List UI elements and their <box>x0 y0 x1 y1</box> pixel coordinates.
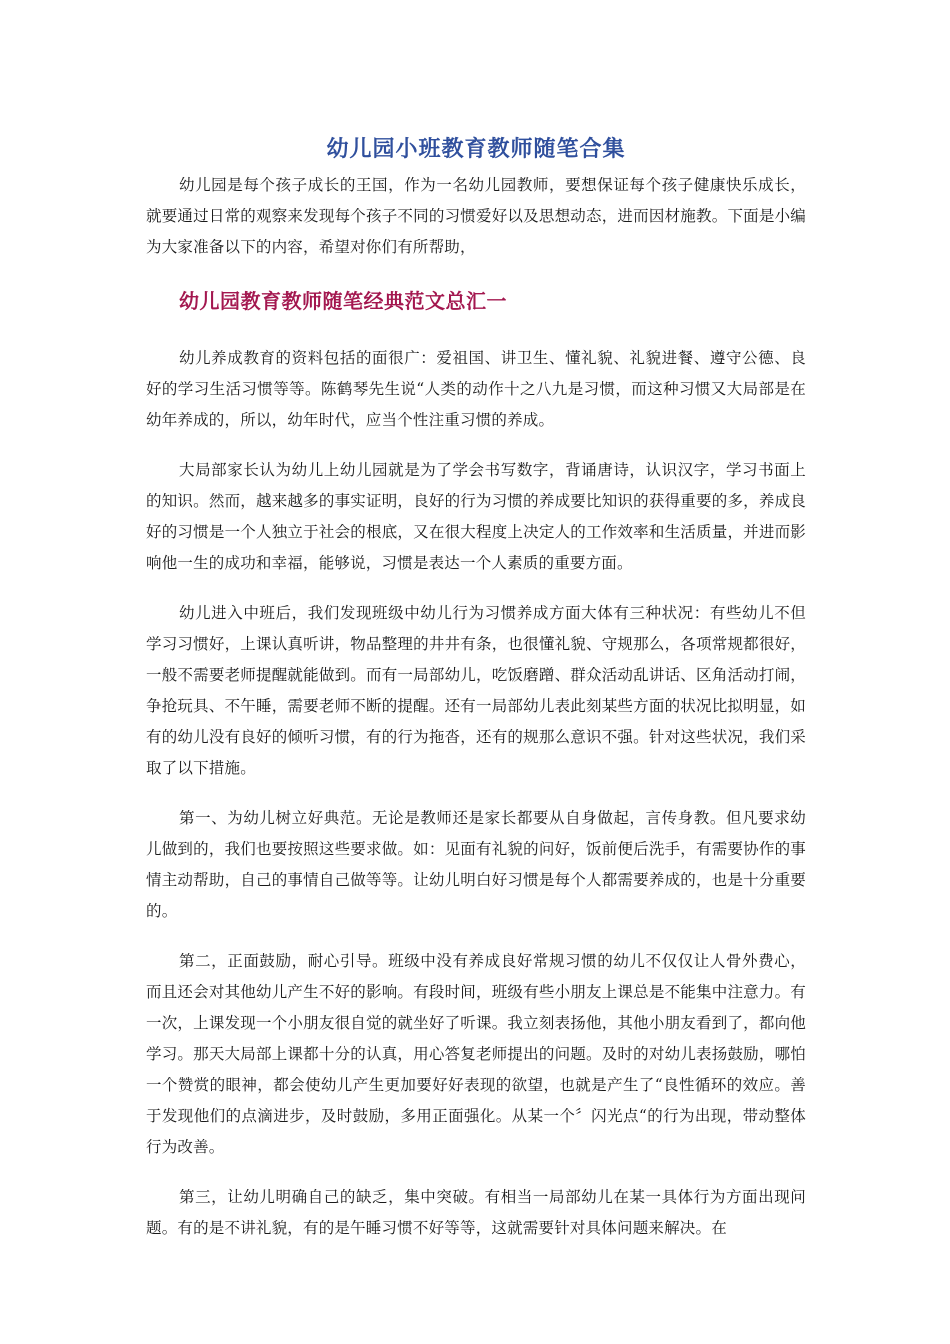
body-paragraph-6: 第三，让幼儿明确自己的缺乏，集中突破。有相当一局部幼儿在某一具体行为方面出现问题。有的是不讲礼貌，有的是午睡习惯不好等等，这就需要针对具体问题来解决。在 <box>146 1188 806 1237</box>
body-paragraph-3: 幼儿进入中班后，我们发现班级中幼儿行为习惯养成方面大体有三种状况：有些幼儿不但学习习惯好，上课认真听讲，物品整理的井井有条，也很懂礼貌、守规那么，各项常规都很好，一般不需要老师提醒就能做到。而有一局部幼儿，吃饭磨蹭、群众活动乱讲话、区角活动打闹，争抢玩具、不午睡，需要老师不断的提醒。还有一局部幼儿表此刻某些方面的状况比拟明显，如有的幼儿没有良好的倾听习惯，有的行为拖沓，还有的规那么意识不强。针对这些状况，我们采取了以下措施。 <box>146 604 806 777</box>
body-paragraph-1: 幼儿养成教育的资料包括的面很广：爱祖国、讲卫生、懂礼貌、礼貌进餐、遵守公德、良好的学习生活习惯等等。陈鹤琴先生说“人类的动作十之八九是习惯，而这种习惯又大局部是在幼年养成的，所以，幼年时代，应当个性注重习惯的养成。 <box>146 349 806 429</box>
body-paragraph-2: 大局部家长认为幼儿上幼儿园就是为了学会书写数字，背诵唐诗，认识汉字，学习书面上的知识。然而，越来越多的事实证明，良好的行为习惯的养成要比知识的获得重要的多，养成良好的习惯是一个人独立于社会的根底，又在很大程度上决定人的工作效率和生活质量，并进而影响他一生的成功和幸福，能够说，习惯是表达一个人素质的重要方面。 <box>146 461 806 572</box>
document-page <box>146 130 806 1263</box>
section-heading: 幼儿园教育教师随笔经典范文总汇一 <box>179 289 507 313</box>
document-title: 幼儿园小班教育教师随笔合集 <box>326 137 626 162</box>
body-paragraph-5: 第二，正面鼓励，耐心引导。班级中没有养成良好常规习惯的幼儿不仅仅让人骨外费心，而且还会对其他幼儿产生不好的影响。有段时间，班级有些小朋友上课总是不能集中注意力。有一次，上课发现一个小朋友很自觉的就坐好了听课。我立刻表扬他，其他小朋友看到了，都向他学习。那天大局部上课都十分的认真，用心答复老师提出的问题。及时的对幼儿表扬鼓励，哪怕一个赞赏的眼神，都会使幼儿产生更加要好好表现的欲望，也就是产生了“良性循环的效应。善于发现他们的点滴进步，及时鼓励，多用正面强化。从某一个〞闪光点“的行为出现，带动整体行为改善。 <box>146 952 806 1156</box>
intro-paragraph: 幼儿园是每个孩子成长的王国，作为一名幼儿园教师，要想保证每个孩子健康快乐成长，就要通过日常的观察来发现每个孩子不同的习惯爱好以及思想动态，进而因材施教。下面是小编为大家准备以下的内容，希望对你们有所帮助， <box>146 176 806 256</box>
body-paragraph-4: 第一、为幼儿树立好典范。无论是教师还是家长都要从自身做起，言传身教。但凡要求幼儿做到的，我们也要按照这些要求做。如：见面有礼貌的问好，饭前便后洗手，有需要协作的事情主动帮助，自己的事情自己做等等。让幼儿明白好习惯是每个人都需要养成的，也是十分重要的。 <box>146 809 806 920</box>
